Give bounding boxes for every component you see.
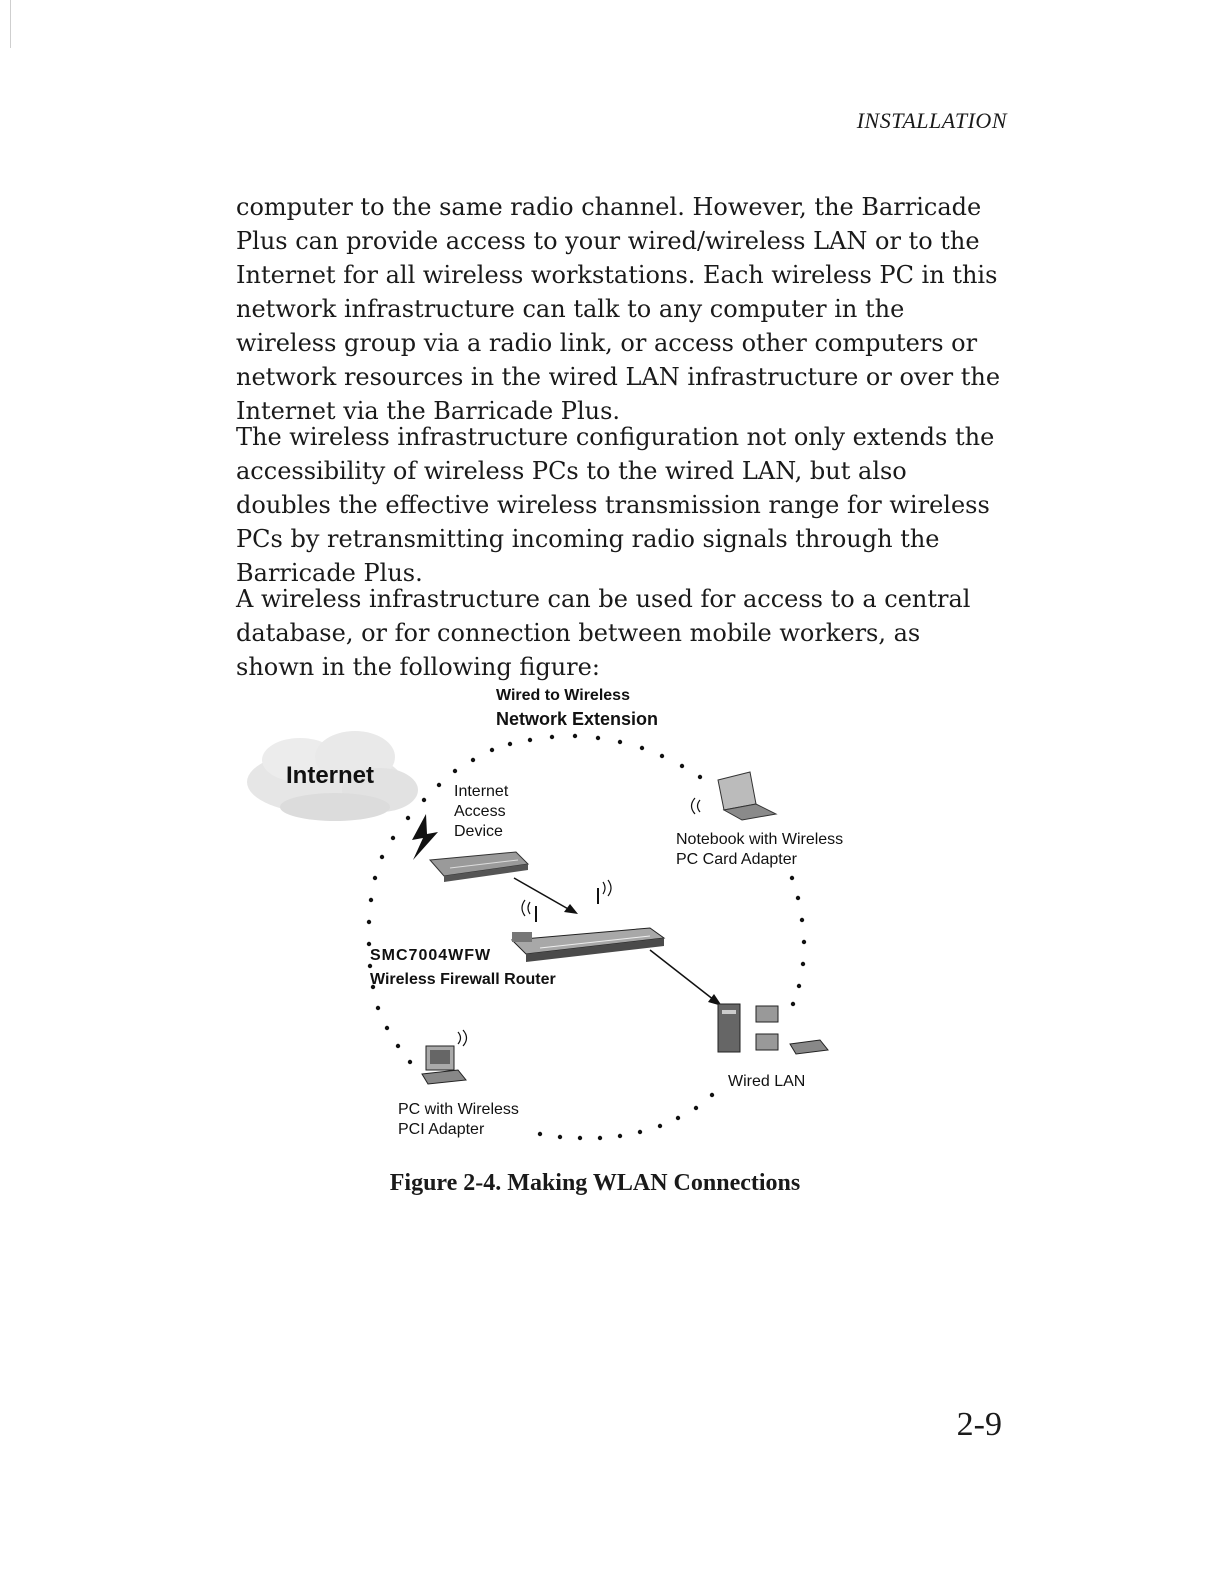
figure-caption: Figure 2-4. Making WLAN Connections bbox=[389, 1170, 801, 1196]
running-header: INSTALLATION bbox=[856, 108, 1007, 133]
access-device-label-2: Access bbox=[454, 803, 506, 820]
router-desc-label: Wireless Firewall Router bbox=[370, 971, 556, 988]
notebook-label-2: PC Card Adapter bbox=[676, 851, 797, 868]
server-tower-icon bbox=[718, 1004, 740, 1052]
notebook-label-1: Notebook with Wireless bbox=[676, 831, 844, 848]
notebook-icon bbox=[692, 772, 777, 820]
paragraph-3: A wireless infrastructure can be used for access to a central database, or for connection between mobile workers, as shown in the following figure: bbox=[236, 585, 971, 681]
paragraph-2: The wireless infrastructure configuration not only extends the accessibility of wireless PCs to the wired LAN, but also doubles the effective wireless transmission range for wireless PCs by retransmitting incoming radio signals through the Barricade Plus. bbox=[236, 423, 995, 587]
wired-lan-label: Wired LAN bbox=[728, 1073, 806, 1090]
desktop-pc-icon bbox=[422, 1030, 467, 1084]
pc-label-1: PC with Wireless bbox=[398, 1101, 519, 1118]
internet-cloud-label: Internet bbox=[286, 762, 375, 789]
router-icon bbox=[512, 928, 664, 962]
paragraph-1: computer to the same radio channel. However, the Barricade Plus can provide access to your wired/wireless LAN or to the Internet for all wireless workstations. Each wireless PC in this network infrastructure can talk to any computer in the wireless group via a radio link, or access other computers or network resources in the wired LAN infrastructure or over the Internet via the Barricade Plus. bbox=[236, 193, 1001, 425]
figure-title-line2: Network Extension bbox=[496, 709, 659, 729]
arrow-modem-to-router bbox=[514, 878, 578, 914]
access-device-label-3: Device bbox=[454, 823, 503, 840]
figure-title-line1: Wired to Wireless bbox=[496, 687, 630, 704]
network-diagram bbox=[230, 682, 910, 1162]
scan-edge-mark bbox=[10, 0, 11, 48]
pc-label-2: PCI Adapter bbox=[398, 1121, 485, 1138]
desktop-pc-icon bbox=[756, 1006, 828, 1054]
modem-icon bbox=[430, 852, 528, 882]
page-number: 2-9 bbox=[956, 1406, 1002, 1443]
router-model-label: SMC7004WFW bbox=[370, 947, 492, 964]
arrow-router-to-lan bbox=[650, 950, 722, 1006]
access-device-label-1: Internet bbox=[454, 783, 509, 800]
wlan-figure bbox=[230, 682, 910, 1162]
lightning-icon bbox=[412, 814, 438, 860]
wireless-signal-icon bbox=[522, 880, 611, 922]
